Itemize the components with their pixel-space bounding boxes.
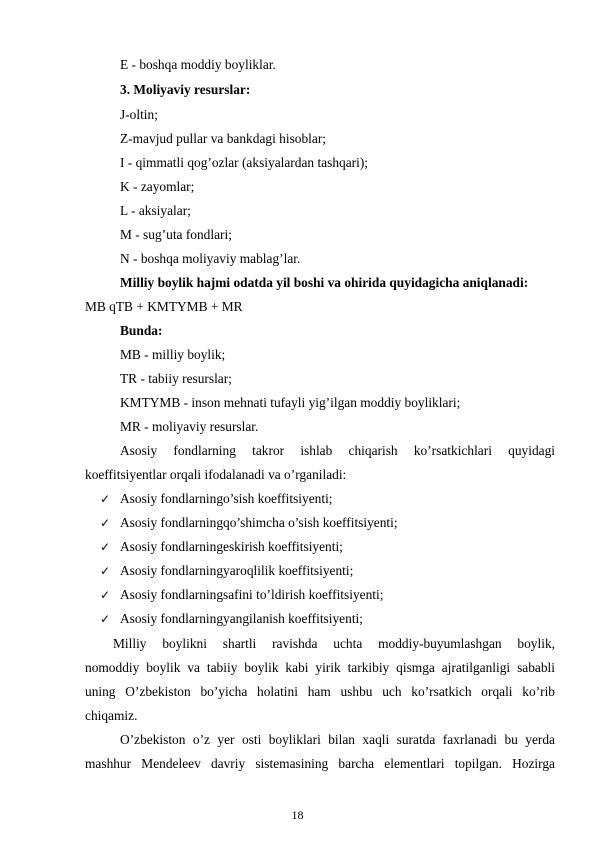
- bullet-item: ✓ Asosiy fondlarningyangilanish koeffitsiyenti;: [100, 611, 363, 626]
- bullet-item: ✓ Asosiy fondlarningyaroqlilik koeffitsiyenti;: [100, 563, 354, 578]
- bullet-item: ✓ Asosiy fondlarningsafini to’ldirish koeffitsiyenti;: [100, 587, 384, 602]
- text-line: L - aksiyalar;: [120, 203, 191, 218]
- paragraph-line: O’zbekiston o’z yer osti boyliklari bilan xaqli suratda faxrlanadi bu yerda: [120, 732, 555, 747]
- checkmark-icon: ✓: [100, 588, 111, 602]
- paragraph-line: Milliy boylikni shartli ravishda uchta moddiy-buyumlashgan boylik,: [113, 636, 555, 651]
- text-line: MB - milliy boylik;: [120, 347, 226, 362]
- checkmark-icon: ✓: [100, 540, 111, 554]
- checkmark-icon: ✓: [100, 516, 111, 530]
- checkmark-icon: ✓: [100, 492, 111, 506]
- bold-statement: Milliy boylik hajmi odatda yil boshi va ohirida quyidagicha aniqlanadi:: [120, 275, 529, 290]
- bunda-heading: Bunda:: [120, 323, 163, 338]
- paragraph-line: Asosiy fondlarning takror ishlab chiqarish ko’rsatkichlari quyidagi: [120, 443, 555, 458]
- paragraph-line: uning O’zbekiston bo’yicha holatini ham ushbu uch ko’rsatkich orqali ko’rib: [85, 684, 555, 699]
- page-number: 18: [291, 808, 304, 822]
- text-line: K - zayomlar;: [120, 179, 195, 194]
- paragraph-line: chiqamiz.: [85, 708, 138, 723]
- section-heading: 3. Moliyaviy resurslar:: [120, 82, 251, 97]
- paragraph-line: mashhur Mendeleev davriy sistemasining barcha elementlari topilgan. Hozirga: [85, 756, 555, 771]
- text-line: I - qimmatli qog’ozlar (aksiyalardan tashqari);: [120, 155, 369, 170]
- text-line: TR - tabiiy resurslar;: [120, 371, 232, 386]
- text-line: M - sug’uta fondlari;: [120, 227, 232, 242]
- text-line: Z-mavjud pullar va bankdagi hisoblar;: [120, 131, 327, 146]
- bullet-item: ✓ Asosiy fondlarningo’sish koeffitsiyenti;: [100, 491, 333, 506]
- bullet-item: ✓ Asosiy fondlarningeskirish koeffitsiyenti;: [100, 539, 343, 554]
- bullet-item: ✓ Asosiy fondlarningqo’shimcha o’sish koeffitsiyenti;: [100, 515, 398, 530]
- paragraph-line: koeffitsiyentlar orqali ifodalanadi va o’rganiladi:: [85, 467, 347, 482]
- formula-line: MB qTB + KMTYMB + MR: [85, 299, 243, 314]
- paragraph-line: nomoddiy boylik va tabiiy boylik kabi yirik tarkibiy qismga ajratilganligi sababli: [85, 660, 555, 675]
- text-line: N - boshqa moliyaviy mablag’lar.: [120, 251, 301, 266]
- text-line: E - boshqa moddiy boyliklar.: [120, 57, 276, 72]
- checkmark-icon: ✓: [100, 612, 111, 626]
- text-line: J-oltin;: [120, 107, 158, 122]
- text-line: KMTYMB - inson mehnati tufayli yig’ilgan moddiy boyliklari;: [120, 395, 461, 410]
- checkmark-icon: ✓: [100, 564, 111, 578]
- text-line: MR - moliyaviy resurslar.: [120, 419, 259, 434]
